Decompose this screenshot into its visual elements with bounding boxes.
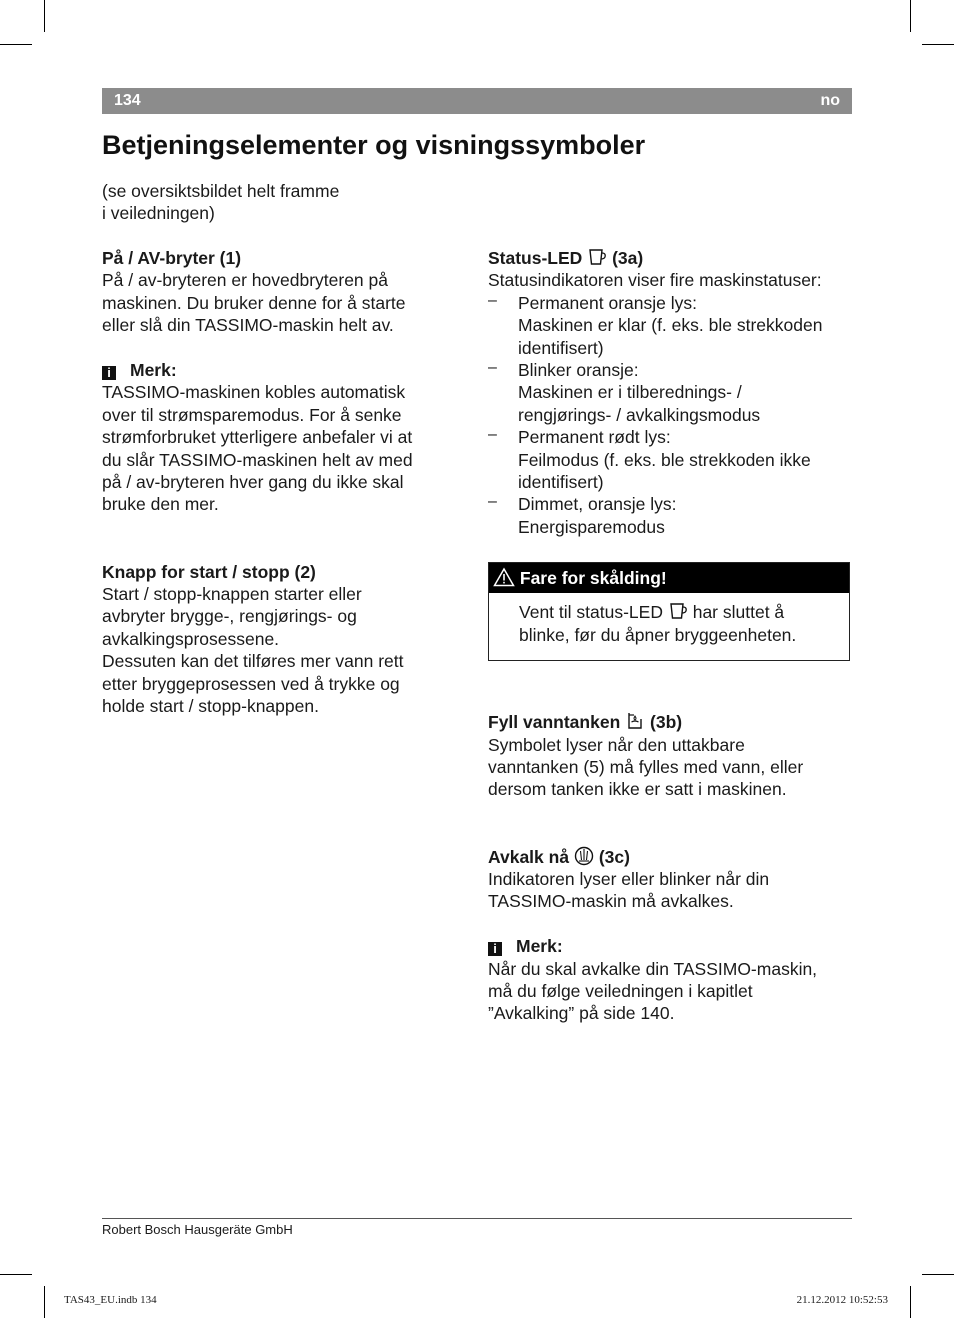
footer-company: Robert Bosch Hausgeräte GmbH bbox=[102, 1222, 293, 1237]
warning-box bbox=[488, 562, 850, 661]
crop-mark bbox=[922, 1274, 954, 1275]
crop-mark bbox=[44, 1286, 45, 1318]
crop-mark bbox=[0, 1274, 32, 1275]
list-item: – Permanent oransje lys: Maskinen er klar (f. eks. ble strekkoden identifisert) bbox=[488, 291, 823, 358]
crop-mark bbox=[0, 44, 32, 45]
section-descale-now: Avkalk nå (3c) Indikatoren lyser eller blinker når din TASSIMO-maskin må avkalkes. bbox=[488, 846, 770, 912]
descale-icon bbox=[574, 846, 594, 866]
print-slug-file: TAS43_EU.indb 134 bbox=[64, 1294, 157, 1306]
crop-mark bbox=[910, 1286, 911, 1318]
print-slug-timestamp: 21.12.2012 10:52:53 bbox=[796, 1294, 888, 1306]
page-number: 134 bbox=[114, 92, 141, 109]
water-tank-icon bbox=[625, 711, 645, 731]
intro-text: (se oversiktsbildet helt framme i veiledningen) bbox=[102, 181, 340, 224]
list-item: – Dimmet, oransje lys: Energisparemodus bbox=[488, 493, 677, 537]
language-code: no bbox=[820, 92, 840, 109]
section-heading: Knapp for start / stopp (2) bbox=[102, 561, 316, 582]
note-heading: Merk: bbox=[516, 936, 563, 957]
warning-triangle-icon bbox=[493, 567, 515, 587]
cup-icon bbox=[587, 247, 607, 267]
note-block: i Merk: TASSIMO-maskinen kobles automatisk over til strømsparemodus. For å senke strømforbruket ytterligere anbefaler vi at du slår TASSIMO-maskinen helt av med på / av-bryteren hver gang du ikke skal bruke den mer. bbox=[102, 360, 413, 515]
list-item: – Permanent rødt lys: Feilmodus (f. eks. ble strekkoden ikke identifisert) bbox=[488, 426, 811, 493]
list-item: – Blinker oransje: Maskinen er i tilberednings- / rengjørings- / avkalkingsmodus bbox=[488, 359, 761, 425]
page-title: Betjeningselementer og visningssymboler bbox=[102, 130, 646, 160]
right-column bbox=[488, 247, 854, 1025]
crop-mark bbox=[910, 0, 911, 32]
left-column bbox=[102, 247, 452, 718]
info-icon: i bbox=[488, 942, 502, 956]
section-onoff-switch: På / AV-bryter (1) På / av-bryteren er hovedbryteren på maskinen. Du bruker denne for å starte eller slå din TASSIMO-maskin helt av. bbox=[102, 247, 452, 337]
footer-rule bbox=[102, 1218, 852, 1219]
crop-mark bbox=[44, 0, 45, 32]
page-header-bar bbox=[102, 88, 852, 114]
section-start-stop-button: Knapp for start / stopp (2) Start / stopp-knappen starter eller avbryter brygge-, rengjørings- og avkalkingsprosessene. Dessuten kan det tilføres mer vann rett etter bryggeprosessen ved å trykke og holde start / stopp-knappen. bbox=[102, 561, 452, 718]
note-heading: Merk: bbox=[130, 360, 177, 381]
crop-mark bbox=[922, 44, 954, 45]
section-heading: På / AV-bryter (1) bbox=[102, 248, 242, 268]
section-fill-water-tank: Fyll vanntanken (3b) Symbolet lyser når den uttakbare vanntanken (5) må fylles med vann, eller dersom tanken ikke er satt i maskinen. bbox=[488, 712, 804, 800]
note-block: i Merk: Når du skal avkalke din TASSIMO-maskin, må du følge veiledningen i kapitlet ”Avkalking” på side 140. bbox=[488, 936, 818, 1024]
warning-body: Vent til status-LED har sluttet å blinke, før du åpner bryggeenheten. bbox=[519, 602, 797, 645]
info-icon: i bbox=[102, 366, 116, 380]
warning-header: Fare for skålding! bbox=[489, 563, 849, 593]
section-status-led: Status-LED (3a) Statusindikatoren viser fire maskinstatuser: – Permanent oransje lys: Maskinen er klar (f. eks. ble strekkoden identifisert) – Blinker oransje: Maskinen er i tilberednings- / rengjørings- / avkalkingsmodus – Permanent rødt lys: Feilmodus (f. eks. ble strekkoden ikke identifisert) – Dimmet, oransje lys: Energisparemodus bbox=[488, 247, 854, 538]
cup-icon bbox=[668, 601, 688, 621]
